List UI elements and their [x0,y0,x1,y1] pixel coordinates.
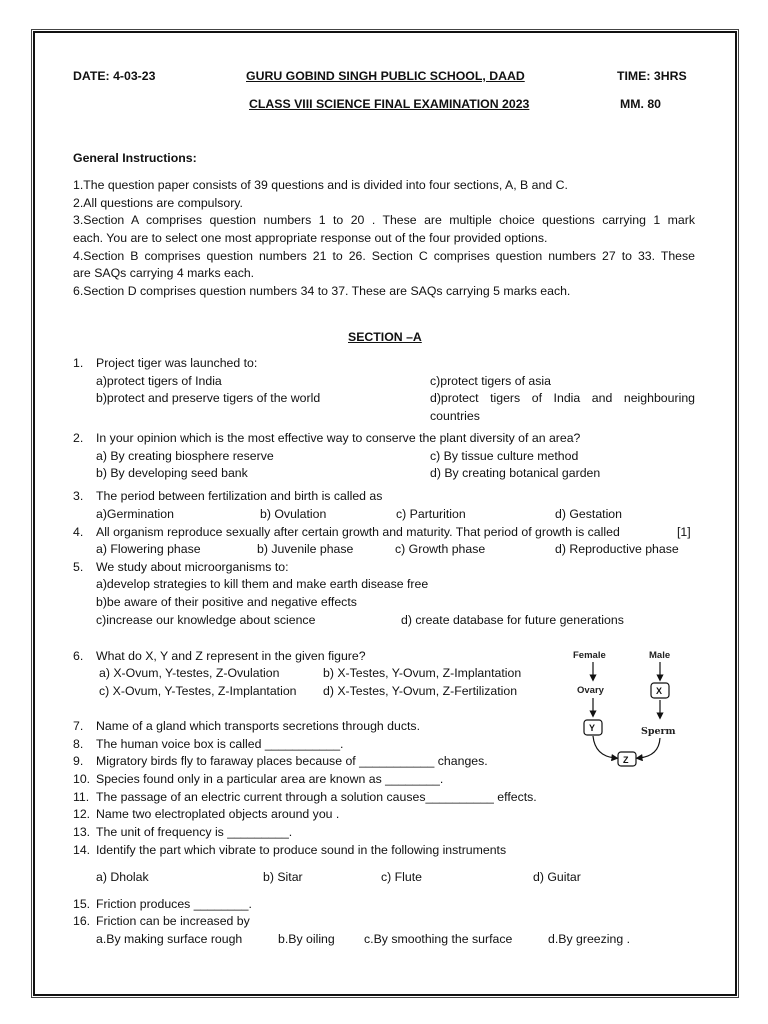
question-marks: [1] [677,525,691,539]
instruction-line: 2.All questions are compulsory. [73,196,243,210]
question-number: 14. [73,843,91,857]
question-text: Migratory birds fly to faraway places because of ___________ changes. [96,754,488,768]
figure-label-y: Y [589,723,596,733]
question-text: All organism reproduce sexually after certain growth and maturity. That period of growth is called [96,525,620,539]
instruction-line: are SAQs carrying 4 marks each. [73,266,255,280]
question-number: 11. [73,790,90,804]
instructions-title: General Instructions: [73,151,197,165]
option-a: a)develop strategies to kill them and make earth disease free [96,577,429,591]
question-text: Name two electroplated objects around you . [96,807,340,821]
option-b: b) Ovulation [260,507,327,521]
instruction-line: 4.Section B comprises question numbers 21 to 26. Section C comprises question numbers 27 to 33. These [73,249,695,263]
option-a: a)Germination [96,507,174,521]
figure-label-sperm: Sperm [641,726,676,737]
figure-label-male: Male [649,650,671,661]
option-b: b) X-Testes, Y-Ovum, Z-Implantation [323,666,522,680]
question-text: Identify the part which vibrate to produce sound in the following instruments [96,843,507,857]
exam-date: DATE: 4-03-23 [73,69,156,83]
question-number: 4. [73,525,84,539]
question-number: 5. [73,560,84,574]
option-c: c) X-Ovum, Y-Testes, Z-Implantation [99,684,297,698]
question-number: 2. [73,431,84,445]
question-text: Species found only in a particular area are known as ________. [96,772,444,786]
question-number: 16. [73,914,91,928]
option-c: c)increase our knowledge about science [96,613,316,627]
option-b: b) Juvenile phase [257,542,354,556]
exam-title: CLASS VIII SCIENCE FINAL EXAMINATION 2023 [249,97,530,111]
question-number: 7. [73,719,84,733]
question-text: The period between fertilization and birth is called as [96,489,383,503]
option-d: d) Guitar [533,870,581,884]
option-b: b.By oiling [278,932,335,946]
question-text: The passage of an electric current through a solution causes__________ effects. [96,790,537,804]
max-marks: MM. 80 [620,97,661,111]
option-a: a) By creating biosphere reserve [96,449,274,463]
question-text: The unit of frequency is _________. [96,825,293,839]
option-a: a) X-Ovum, Y-testes, Z-Ovulation [99,666,280,680]
option-d: d)protect tigers of India and neighbouring [430,391,695,405]
figure-label-ovary: Ovary [577,685,604,696]
option-d: d) X-Testes, Y-Ovum, Z-Fertilization [323,684,518,698]
question-number: 9. [73,754,84,768]
option-d: d) Gestation [555,507,622,521]
option-a: a) Dholak [96,870,149,884]
option-b: b)protect and preserve tigers of the world [96,391,321,405]
question-number: 1. [73,356,84,370]
option-c: c.By smoothing the surface [364,932,513,946]
option-b: b) By developing seed bank [96,466,248,480]
question-number: 13. [73,825,91,839]
question-text: Friction produces ________. [96,897,252,911]
option-c: c) Parturition [396,507,466,521]
option-b: b)be aware of their positive and negative effects [96,595,357,609]
exam-time: TIME: 3HRS [617,69,687,83]
option-d-continued: countries [430,409,480,423]
section-title: SECTION –A [348,330,422,344]
question-number: 8. [73,737,84,751]
question-text: In your opinion which is the most effective way to conserve the plant diversity of an area? [96,431,581,445]
question-text: Project tiger was launched to: [96,356,258,370]
question-number: 6. [73,649,84,663]
instruction-line: each. You are to select one most appropriate response out of the four provided options. [73,231,548,245]
option-d: d) create database for future generations [401,613,624,627]
question-number: 15. [73,897,91,911]
question-text: Name of a gland which transports secretions through ducts. [96,719,420,733]
option-a: a)protect tigers of India [96,374,222,388]
question-text: Friction can be increased by [96,914,250,928]
question-number: 3. [73,489,84,503]
option-d: d.By greezing . [548,932,631,946]
reproduction-figure [567,644,697,768]
figure-label-female: Female [573,650,606,661]
instruction-line: 3.Section A comprises question numbers 1 to 20 . These are multiple choice questions carrying 1 mark [73,213,695,227]
figure-label-x: X [656,686,663,696]
question-text: We study about microorganisms to: [96,560,289,574]
school-name: GURU GOBIND SINGH PUBLIC SCHOOL, DAAD [246,69,525,83]
option-c: c) Growth phase [395,542,486,556]
instruction-line: 1.The question paper consists of 39 questions and is divided into four sections, A, B and C. [73,178,568,192]
option-a: a) Flowering phase [96,542,201,556]
option-b: b) Sitar [263,870,303,884]
question-number: 12. [73,807,91,821]
option-d: d) Reproductive phase [555,542,679,556]
instruction-line: 6.Section D comprises question numbers 34 to 37. These are SAQs carrying 5 marks each. [73,284,571,298]
question-text: What do X, Y and Z represent in the given figure? [96,649,366,663]
question-number: 10. [73,772,91,786]
question-text: The human voice box is called ___________. [96,737,344,751]
figure-label-z: Z [623,755,629,765]
option-c: c) By tissue culture method [430,449,579,463]
option-d: d) By creating botanical garden [430,466,601,480]
option-c: c) Flute [381,870,422,884]
option-a: a.By making surface rough [96,932,243,946]
option-c: c)protect tigers of asia [430,374,551,388]
